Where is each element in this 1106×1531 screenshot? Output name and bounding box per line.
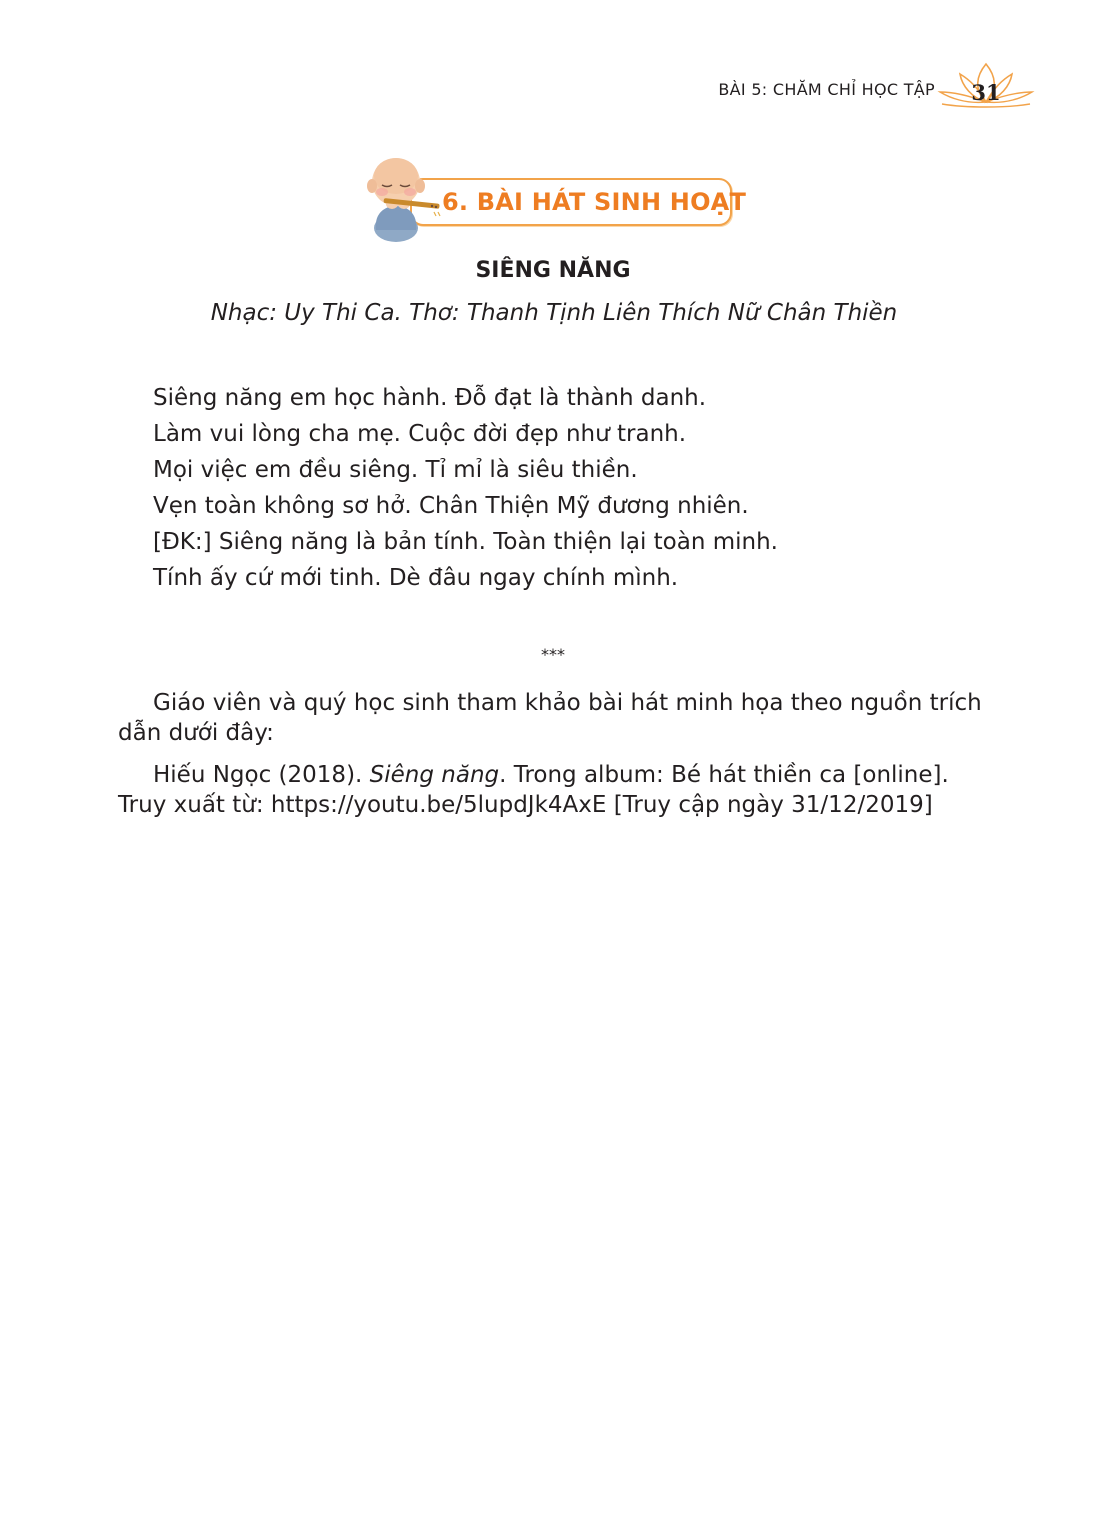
citation-author: Hiếu Ngọc (2018). [153,762,370,788]
song-credit: Nhạc: Uy Thi Ca. Thơ: Thanh Tịnh Liên Thích Nữ Chân Thiền [210,300,898,326]
song-title: SIÊNG NĂNG [475,258,631,283]
lyric-line: Vẹn toàn không sơ hở. Chân Thiện Mỹ đương nhiên. [153,493,749,519]
reference-intro: Giáo viên và quý học sinh tham khảo bài hát minh họa theo nguồn trích dẫn dưới đây: [118,690,982,746]
lyric-line: Mọi việc em đều siêng. Tỉ mỉ là siêu thiền. [153,457,638,483]
monk-child-flute-icon [362,152,442,244]
citation-source: . Trong album: Bé hát thiền ca [online]. Truy xuất từ: https://youtu.be/5lupdJk4AxE [Truy cập ngày 31/12/2019] [118,762,949,818]
section-title: 6. BÀI HÁT SINH HOẠT [442,188,747,216]
reference-citation [118,760,990,820]
section-banner [410,178,747,226]
citation-work-title: Siêng năng [369,762,500,788]
lyric-line: Tính ấy cứ mới tinh. Dè đâu ngay chính mình. [153,565,679,591]
page-number: 31 [971,80,1001,105]
chapter-title: BÀI 5: CHĂM CHỈ HỌC TẬP [718,80,935,99]
section-separator: *** [541,645,565,664]
lyric-line: [ĐK:] Siêng năng là bản tính. Toàn thiện lại toàn minh. [153,529,778,555]
lyric-line: Siêng năng em học hành. Đỗ đạt là thành danh. [153,385,707,411]
song-lyrics [153,380,778,596]
lyric-line: Làm vui lòng cha mẹ. Cuộc đời đẹp như tranh. [153,421,687,447]
